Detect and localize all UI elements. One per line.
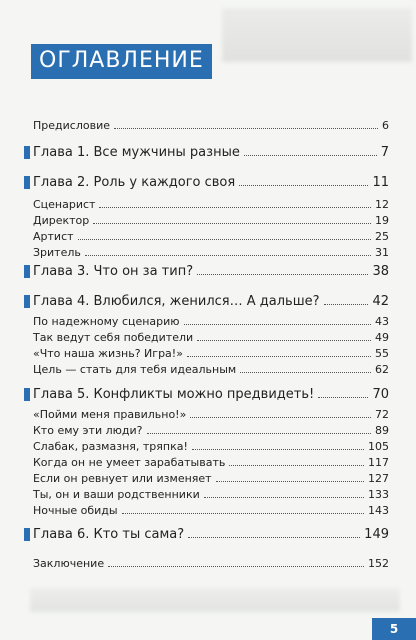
toc-chapter-label: Глава 2. Роль у каждого своя <box>33 175 236 190</box>
dot-leader <box>192 449 364 450</box>
dot-leader <box>239 185 368 186</box>
toc-section-label: Зритель <box>33 246 81 259</box>
toc-section-label: Ты, он и ваши родственники <box>33 488 200 501</box>
toc-chapter-page: 38 <box>372 264 389 279</box>
page-number-tab: 5 <box>372 618 416 640</box>
toc-section[interactable] <box>33 424 389 437</box>
toc-section[interactable] <box>33 198 389 211</box>
chapter-marker <box>24 388 30 401</box>
toc-chapter-page: 149 <box>364 527 389 542</box>
dot-leader <box>184 324 371 325</box>
toc-chapter-4[interactable] <box>33 294 389 309</box>
dot-leader <box>114 128 378 129</box>
toc-section[interactable] <box>33 331 389 344</box>
toc-section-page: 72 <box>375 408 389 421</box>
toc-section-label: Сценарист <box>33 198 96 211</box>
toc-section-label: «Что наша жизнь? Игра!» <box>33 347 183 360</box>
toc-section-page: 89 <box>375 424 389 437</box>
toc-section[interactable] <box>33 214 389 227</box>
toc-section-label: Когда он не умеет зарабатывать <box>33 456 226 469</box>
toc-chapter-label: Глава 6. Кто ты сама? <box>33 527 185 542</box>
toc-section[interactable] <box>33 408 389 421</box>
toc-entry-preface[interactable] <box>33 119 389 132</box>
bleed-through-shadow-bottom <box>30 588 400 612</box>
toc-section-label: Если он ревнует или изменяет <box>33 472 212 485</box>
toc-section-page: 25 <box>375 230 389 243</box>
chapter-marker <box>24 146 30 159</box>
toc-section[interactable] <box>33 440 389 453</box>
toc-entry-page: 6 <box>382 119 389 132</box>
dot-leader <box>99 207 371 208</box>
toc-chapter-label: Глава 3. Что он за тип? <box>33 264 194 279</box>
toc-section-label: Цель — стать для тебя идеальным <box>33 363 237 376</box>
toc-section-label: Слабак, размазня, тряпка! <box>33 440 188 453</box>
toc-chapter-label: Глава 1. Все мужчины разные <box>33 145 240 160</box>
dot-leader <box>122 513 364 514</box>
dot-leader <box>240 372 371 373</box>
bleed-through-shadow-top <box>222 8 412 62</box>
dot-leader <box>229 465 364 466</box>
toc-section-label: По надежному сценарию <box>33 315 180 328</box>
toc-section-page: 43 <box>375 315 389 328</box>
toc-chapter-6[interactable] <box>33 527 389 542</box>
toc-section-page: 19 <box>375 214 389 227</box>
dot-leader <box>190 417 371 418</box>
toc-section-page: 55 <box>375 347 389 360</box>
dot-leader <box>204 497 364 498</box>
dot-leader <box>93 223 371 224</box>
dot-leader <box>324 304 369 305</box>
toc-section-page: 62 <box>375 363 389 376</box>
dot-leader <box>188 537 360 538</box>
toc-chapter-page: 70 <box>372 387 389 402</box>
toc-section[interactable] <box>33 504 389 517</box>
toc-chapter-5[interactable] <box>33 387 389 402</box>
chapter-marker <box>24 176 30 189</box>
dot-leader <box>187 356 371 357</box>
dot-leader <box>197 274 368 275</box>
toc-section-label: «Пойми меня правильно!» <box>33 408 187 421</box>
toc-section[interactable] <box>33 456 389 469</box>
toc-entry-page: 152 <box>368 557 389 570</box>
toc-section[interactable] <box>33 246 389 259</box>
toc-section-label: Кто ему эти люди? <box>33 424 143 437</box>
dot-leader <box>108 566 364 567</box>
toc-section-page: 127 <box>368 472 389 485</box>
dot-leader <box>318 397 368 398</box>
toc-section-page: 143 <box>368 504 389 517</box>
toc-chapter-label: Глава 5. Конфликты можно предвидеть! <box>33 387 315 402</box>
toc-section-label: Артист <box>33 230 74 243</box>
toc-chapter-3[interactable] <box>33 264 389 279</box>
toc-chapter-1[interactable] <box>33 145 389 160</box>
toc-section[interactable] <box>33 315 389 328</box>
toc-section[interactable] <box>33 488 389 501</box>
chapter-marker <box>24 265 30 278</box>
toc-chapter-label: Глава 4. Влюбился, женился… А дальше? <box>33 294 320 309</box>
toc-entry-label: Заключение <box>33 557 105 570</box>
toc-section-label: Так ведут себя победители <box>33 331 194 344</box>
toc-chapter-page: 42 <box>372 294 389 309</box>
chapter-marker <box>24 528 30 541</box>
toc-section-page: 117 <box>368 456 389 469</box>
toc-section-page: 12 <box>375 198 389 211</box>
dot-leader <box>216 481 364 482</box>
toc-section-page: 31 <box>375 246 389 259</box>
dot-leader <box>147 433 372 434</box>
toc-section-label: Директор <box>33 214 90 227</box>
toc-chapter-page: 11 <box>372 175 389 190</box>
dot-leader <box>197 340 371 341</box>
toc-chapter-2[interactable] <box>33 175 389 190</box>
toc-section-label: Ночные обиды <box>33 504 118 517</box>
toc-section-page: 133 <box>368 488 389 501</box>
dot-leader <box>78 239 371 240</box>
dot-leader <box>85 255 371 256</box>
page-title: ОГЛАВЛЕНИЕ <box>31 44 212 79</box>
toc-section-page: 49 <box>375 331 389 344</box>
toc-section-page: 105 <box>368 440 389 453</box>
toc-section[interactable] <box>33 230 389 243</box>
dot-leader <box>244 155 377 156</box>
toc-entry-conclusion[interactable] <box>33 557 389 570</box>
toc-chapter-page: 7 <box>380 145 389 160</box>
chapter-marker <box>24 295 30 308</box>
toc-section[interactable] <box>33 347 389 360</box>
toc-section[interactable] <box>33 363 389 376</box>
toc-entry-label: Предисловие <box>33 119 110 132</box>
toc-section[interactable] <box>33 472 389 485</box>
